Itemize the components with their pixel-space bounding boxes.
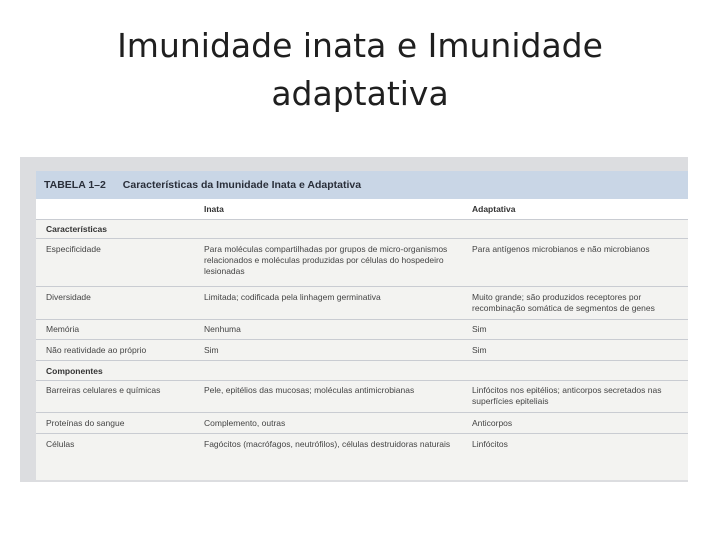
row-label-especificidade: Especificidade: [46, 244, 101, 254]
cell-adaptativa: Anticorpos: [472, 418, 513, 428]
cell-adaptativa: Linfócitos: [472, 439, 508, 449]
table-caption: [36, 171, 688, 199]
slide-title-line-2: adaptativa: [271, 74, 449, 113]
row-divider: [36, 339, 688, 340]
row-divider: [36, 433, 688, 434]
cell-inata: Fagócitos (macrófagos, neutrófilos), células destruidoras naturais: [204, 439, 451, 449]
cell-inata: Sim: [204, 345, 219, 355]
row-divider: [36, 238, 688, 239]
cell-inata: Pele, epitélios das mucosas; moléculas antimicrobianas: [204, 385, 415, 395]
row-divider: [36, 412, 688, 413]
cell-inata: Para moléculas compartilhadas por grupos de micro-organismos relacionados e moléculas produzidas por células do hospedeiro lesionadas: [204, 244, 448, 276]
characteristics-table: [36, 171, 688, 480]
row-label-memoria: Memória: [46, 324, 80, 334]
row-divider: [36, 360, 688, 361]
column-header-inata: Inata: [204, 204, 224, 214]
row-divider: [36, 380, 688, 381]
cell-adaptativa: Para antígenos microbianos e não microbianos: [472, 244, 650, 254]
cell-inata: Limitada; codificada pela linhagem germinativa: [204, 292, 381, 302]
row-label-nao-reatividade: Não reatividade ao próprio: [46, 345, 147, 355]
section-characteristics: Características: [46, 224, 107, 234]
cell-adaptativa: Muito grande; são produzidos receptores por recombinação somática de segmentos de genes: [472, 292, 655, 313]
table-caption-title: Características da Imunidade Inata e Adaptativa: [122, 179, 362, 191]
cell-inata: Nenhuma: [204, 324, 241, 334]
slide-title-line-1: Imunidade inata e Imunidade: [117, 26, 603, 65]
cell-adaptativa: Linfócitos nos epitélios; anticorpos secretados nas superfícies epiteliais: [472, 385, 662, 406]
row-divider: [36, 286, 688, 287]
cell-adaptativa: Sim: [472, 324, 487, 334]
row-label-barreiras: Barreiras celulares e químicas: [46, 385, 161, 395]
row-divider: [36, 319, 688, 320]
cell-adaptativa: Sim: [472, 345, 487, 355]
row-label-diversidade: Diversidade: [46, 292, 91, 302]
table-header-row: [36, 199, 688, 219]
cell-inata: Complemento, outras: [204, 418, 286, 428]
row-label-proteinas: Proteínas do sangue: [46, 418, 125, 428]
column-header-adaptativa: Adaptativa: [472, 204, 516, 214]
table-caption-number: TABELA 1–2: [44, 179, 106, 191]
row-label-celulas: Células: [46, 439, 75, 449]
slide-title: [60, 22, 660, 118]
row-divider: [36, 219, 688, 220]
table-figure: [20, 157, 688, 482]
section-components: Componentes: [46, 366, 103, 376]
